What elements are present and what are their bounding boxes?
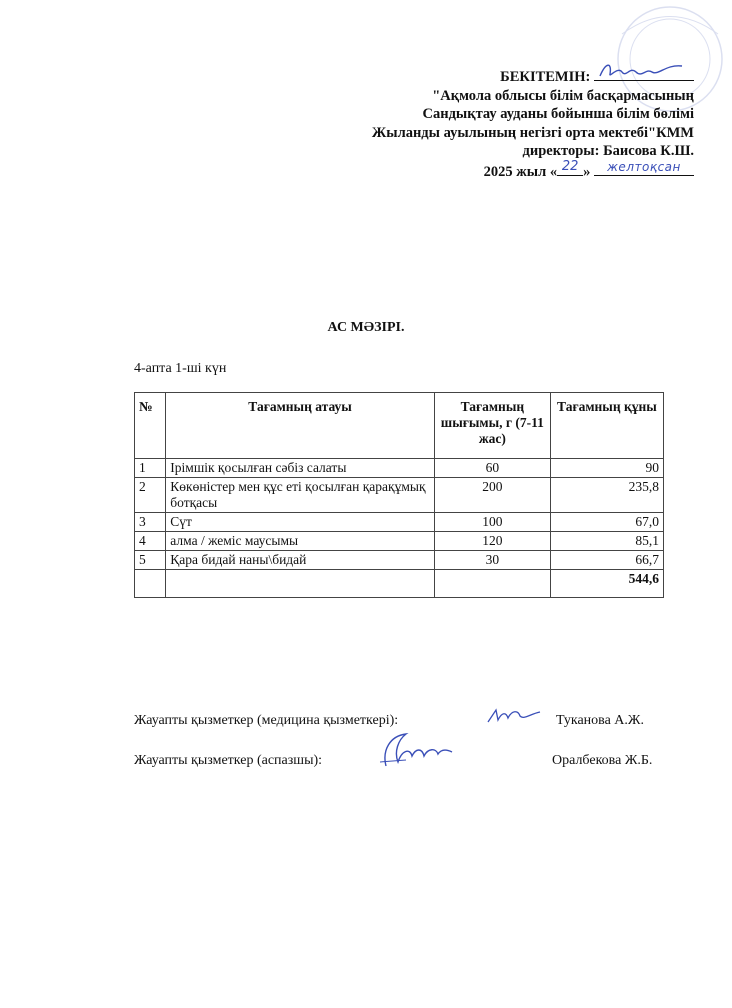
director-signature: [594, 66, 694, 81]
table-row: [135, 551, 664, 570]
total-empty-output: [434, 570, 550, 598]
medical-responsible-name: Туканова А.Ж.: [556, 713, 644, 728]
row-no: 4: [135, 532, 166, 551]
row-output: 120: [434, 532, 550, 551]
total-row: [135, 570, 664, 598]
org-line-1: "Ақмола облысы білім басқармасының: [432, 87, 694, 104]
row-name: Ірімшік қосылған сәбіз салаты: [166, 459, 435, 478]
table-row: [135, 532, 664, 551]
org-line-2: Сандықтау ауданы бойынша білім бөлімі: [422, 106, 694, 122]
approval-block: [274, 66, 694, 181]
date-day-field: 22: [557, 161, 583, 176]
week-day-label: 4-апта 1-ші күн: [134, 361, 227, 376]
approval-date: 2025 жыл « 22 » желтоқсан: [274, 161, 694, 182]
menu-table: [134, 392, 664, 598]
cook-responsible-name: Оралбекова Ж.Б.: [552, 753, 653, 768]
row-output: 100: [434, 513, 550, 532]
row-no: 5: [135, 551, 166, 570]
header-output: Тағамның шығымы, г (7-11 жас): [434, 393, 550, 459]
header-no: №: [135, 393, 166, 459]
row-price: 90: [550, 459, 663, 478]
row-output: 30: [434, 551, 550, 570]
row-output: 60: [434, 459, 550, 478]
header-price: Тағамның құны: [550, 393, 663, 459]
table-row: [135, 459, 664, 478]
table-header-row: [135, 393, 664, 459]
row-no: 3: [135, 513, 166, 532]
date-month-field: желтоқсан: [594, 161, 694, 176]
medical-signature: [484, 704, 544, 728]
row-price: 85,1: [550, 532, 663, 551]
org-line-3: Жыланды ауылының негізгі орта мектебі"КММ: [371, 124, 694, 141]
medical-responsible-label: Жауапты қызметкер (медицина қызметкері):: [134, 713, 399, 728]
row-name: Көкөністер мен құс еті қосылған қарақұмық ботқасы: [166, 478, 435, 513]
row-price: 67,0: [550, 513, 663, 532]
row-name: Сүт: [166, 513, 435, 532]
total-price: 544,6: [550, 570, 663, 598]
document-title: АС МӘЗІРІ.: [327, 320, 405, 335]
director-name: директоры: Баисова К.Ш.: [522, 143, 694, 159]
cook-signature: [380, 734, 452, 766]
row-output: 200: [434, 478, 550, 513]
header-name: Тағамның атауы: [166, 393, 435, 459]
table-row: [135, 478, 664, 513]
row-price: 66,7: [550, 551, 663, 570]
row-name: Қара бидай наны\бидай: [166, 551, 435, 570]
table-row: [135, 513, 664, 532]
approve-label: БЕКІТЕМІН:: [500, 69, 591, 85]
total-empty-no: [135, 570, 166, 598]
row-name: алма / жеміс маусымы: [166, 532, 435, 551]
row-no: 1: [135, 459, 166, 478]
row-price: 235,8: [550, 478, 663, 513]
row-no: 2: [135, 478, 166, 513]
cook-responsible-label: Жауапты қызметкер (аспазшы):: [134, 753, 323, 768]
total-empty-name: [166, 570, 435, 598]
